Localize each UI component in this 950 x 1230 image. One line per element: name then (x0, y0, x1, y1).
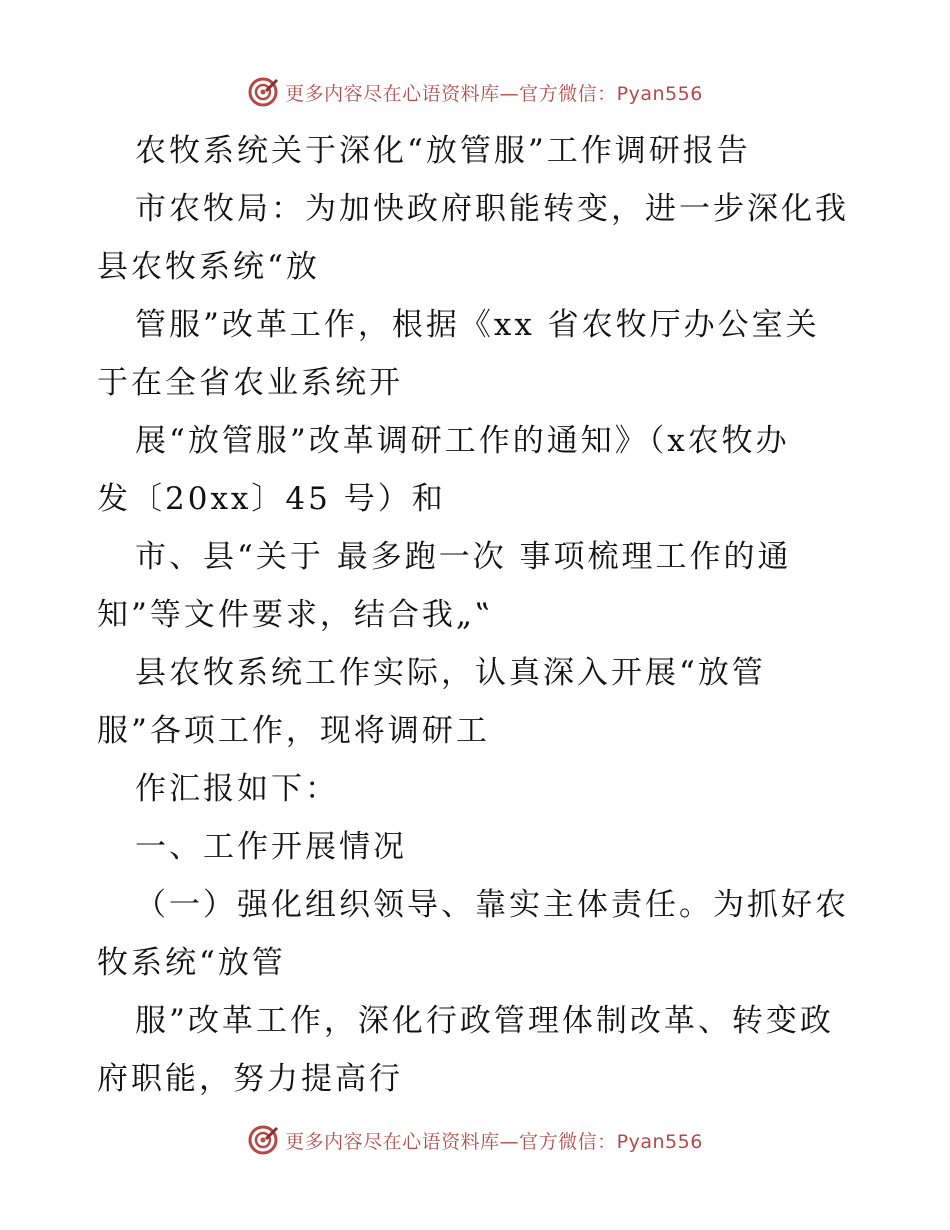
text-line: 市、县“关于 最多跑一次 事项梳理工作的通 (135, 539, 792, 575)
text-line: 服”各项工作，现将调研工 (97, 713, 490, 749)
text-line: 知”等文件要求，结合我„‟ (97, 597, 494, 633)
text-line: 于在全省农业系统开 (97, 365, 403, 401)
text-line: 一、工作开展情况 (135, 829, 407, 865)
text-line: 展“放管服”改革调研工作的通知》（x农牧办 (135, 423, 790, 459)
text-line: 县农牧系统工作实际，认真深入开展“放管 (135, 655, 766, 691)
text-line: 作汇报如下： (135, 771, 339, 807)
text-line: 牧系统“放管 (97, 945, 286, 981)
text-line: 发〔20xx〕45 号）和 (97, 481, 446, 517)
text-line: 服”改革工作，深化行政管理体制改革、转变政 (135, 1003, 834, 1039)
text-line: 市农牧局：为加快政府职能转变，进一步深化我 (135, 191, 849, 227)
footer-watermark (0, 1120, 950, 1160)
target-pen-icon (247, 1124, 279, 1156)
text-line: 农牧系统关于深化“放管服”工作调研报告 (135, 133, 751, 169)
text-line: 府职能，努力提高行 (97, 1061, 403, 1097)
watermark-text: 更多内容尽在心语资料库—官方微信：Pyan556 (285, 1130, 703, 1153)
document-body (97, 122, 867, 1108)
text-line: （一）强化组织领导、靠实主体责任。为抓好农 (135, 887, 849, 923)
text-line: 县农牧系统“放 (97, 249, 320, 285)
header-watermark (0, 72, 950, 112)
text-line: 管服”改革工作，根据《xx 省农牧厅办公室关 (135, 307, 820, 343)
watermark-text: 更多内容尽在心语资料库—官方微信：Pyan556 (285, 82, 703, 105)
target-pen-icon (247, 76, 279, 108)
